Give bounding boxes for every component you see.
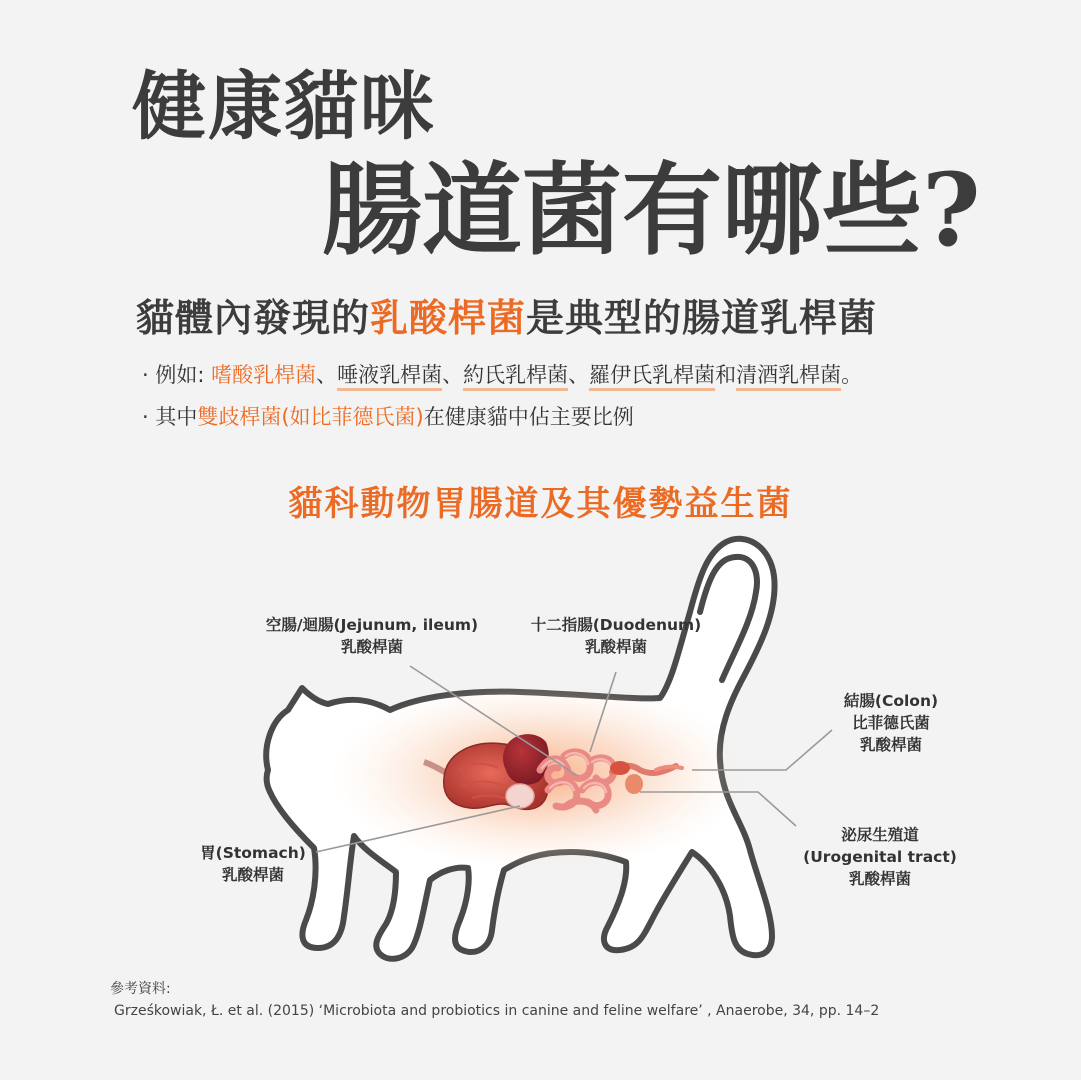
label-jejunum	[252, 614, 492, 658]
label-colon-bacteria-1: 比菲德氏菌	[852, 714, 930, 732]
label-colon	[826, 690, 956, 756]
label-jejunum-name: 空腸/迴腸(Jejunum, ileum)	[265, 616, 479, 634]
label-stomach	[190, 842, 316, 886]
title-line-2: 腸道菌有哪些?	[322, 151, 981, 269]
references-citation: Grześkowiak, Ł. et al. (2015) ‘Microbiota and probiotics in canine and feline welfare’ , Anaerobe, 34, pp. 14–2	[114, 1003, 880, 1019]
references	[110, 978, 879, 1022]
separator: 、	[442, 363, 464, 387]
label-jejunum-bacteria: 乳酸桿菌	[340, 638, 403, 656]
label-urogenital-bacteria: 乳酸桿菌	[848, 870, 911, 888]
section-title: 貓科動物胃腸道及其優勢益生菌	[288, 484, 793, 524]
bifido-highlight: 雙歧桿菌(如比菲德氏菌)	[197, 405, 424, 429]
bacteria-item: 唾液乳桿菌	[337, 363, 442, 391]
bullet-prefix: · 其中	[142, 405, 198, 429]
bacteria-item: 羅伊氏乳桿菌	[589, 363, 715, 391]
title-line-1: 健康貓咪	[132, 64, 436, 150]
bacteria-item: 嗜酸乳桿菌	[211, 363, 317, 387]
label-stomach-bacteria: 乳酸桿菌	[221, 866, 284, 884]
references-heading: 參考資料:	[110, 981, 171, 997]
label-duodenum	[520, 614, 712, 658]
label-urogenital-name-1: 泌尿生殖道	[841, 826, 919, 844]
label-stomach-name: 胃(Stomach)	[200, 844, 306, 862]
bullet-prefix: · 例如:	[142, 363, 212, 387]
label-urogenital	[796, 824, 964, 890]
bullet-after: 在健康貓中佔主要比例	[423, 405, 634, 429]
separator: 、	[316, 363, 338, 387]
label-urogenital-name-2: (Urogenital tract)	[803, 848, 957, 866]
subtitle-before: 貓體內發現的	[136, 296, 371, 340]
kidney-icon	[610, 761, 630, 775]
subtitle-after: 是典型的腸道乳桿菌	[526, 296, 878, 340]
and-word: 和	[715, 363, 737, 387]
label-colon-name: 結腸(Colon)	[843, 692, 939, 710]
bacteria-item: 約氏乳桿菌	[463, 363, 568, 391]
label-duodenum-name: 十二指腸(Duodenum)	[530, 616, 702, 634]
bacteria-item: 清酒乳桿菌	[736, 363, 841, 391]
period: 。	[841, 363, 863, 387]
label-colon-bacteria-2: 乳酸桿菌	[859, 736, 922, 754]
pancreas	[506, 784, 534, 808]
subtitle-highlight: 乳酸桿菌	[370, 296, 527, 340]
label-duodenum-bacteria: 乳酸桿菌	[584, 638, 647, 656]
bladder-icon	[625, 774, 643, 794]
separator: 、	[568, 363, 590, 387]
